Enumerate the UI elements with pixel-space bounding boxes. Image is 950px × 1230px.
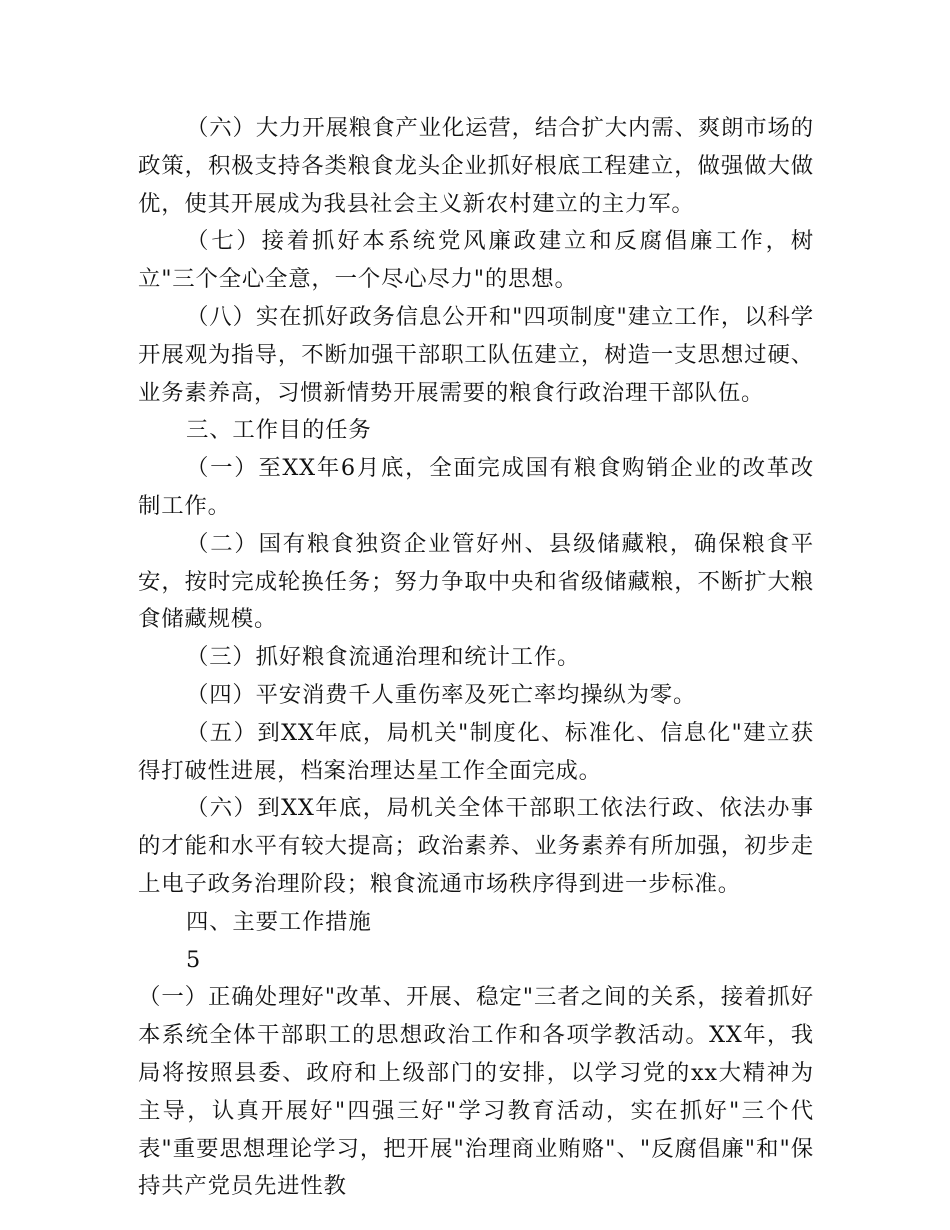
goal-item-6: （六）到XX年底，局机关全体干部职工依法行政、依法办事的才能和水平有较大提高；政治素养、业务素养有所加强，初步走上电子政务治理阶段；粮食流通市场秩序得到进一步标准。 [138,795,814,897]
document-body [138,110,814,1206]
paragraph-8-information-disclosure: （八）实在抓好政务信息公开和"四项制度"建立工作，以科学开展观为指导，不断加强干部职工队伍建立，树造一支思想过硬、业务素养高，习惯新情势开展需要的粮食行政治理干部队伍。 [138,303,814,406]
goal-item-1: （一）至XX年6月底，全面完成国有粮食购销企业的改革改制工作。 [138,455,814,519]
goal-item-4: （四）平安消费千人重伤率及死亡率均操纵为零。 [186,681,697,708]
goal-item-5: （五）到XX年底，局机关"制度化、标准化、信息化"建立获得打破性进展，档案治理达星工作全面完成。 [138,719,814,784]
page-number: 5 [186,946,202,973]
paragraph-6-grain-industrialization: （六）大力开展粮食产业化运营，结合扩大内需、爽朗市场的政策，积极支持各类粮食龙头企业抓好根底工程建立，做强做大做优，使其开展成为我县社会主义新农村建立的主力军。 [138,115,814,217]
goal-item-3: （三）抓好粮食流通治理和统计工作。 [186,644,581,671]
goal-item-2: （二）国有粮食独资企业管好州、县级储藏粮，确保粮食平安，按时完成轮换任务；努力争取中央和省级储藏粮，不断扩大粮食储藏规模。 [138,530,814,633]
paragraph-7-party-conduct: （七）接着抓好本系统党风廉政建立和反腐倡廉工作，树立"三个全心全意，一个尽心尽力"的思想。 [138,228,814,293]
section-heading-3-goals: 三、工作目的任务 [186,417,372,444]
section-heading-4-measures: 四、主要工作措施 [186,908,372,935]
measure-item-1: （一）正确处理好"改革、开展、稳定"三者之间的关系，接着抓好本系统全体干部职工的思想政治工作和各项学教活动。XX年，我局将按照县委、政府和上级部门的安排，以学习党的xx大精神为主导，认真开展好"四强三好"学习教育活动，实在抓好"三个代表"重要思想理论学习，把开展"治理商业贿赂"、"反腐倡廉"和"保持共产党员先进性教 [138,984,814,1200]
